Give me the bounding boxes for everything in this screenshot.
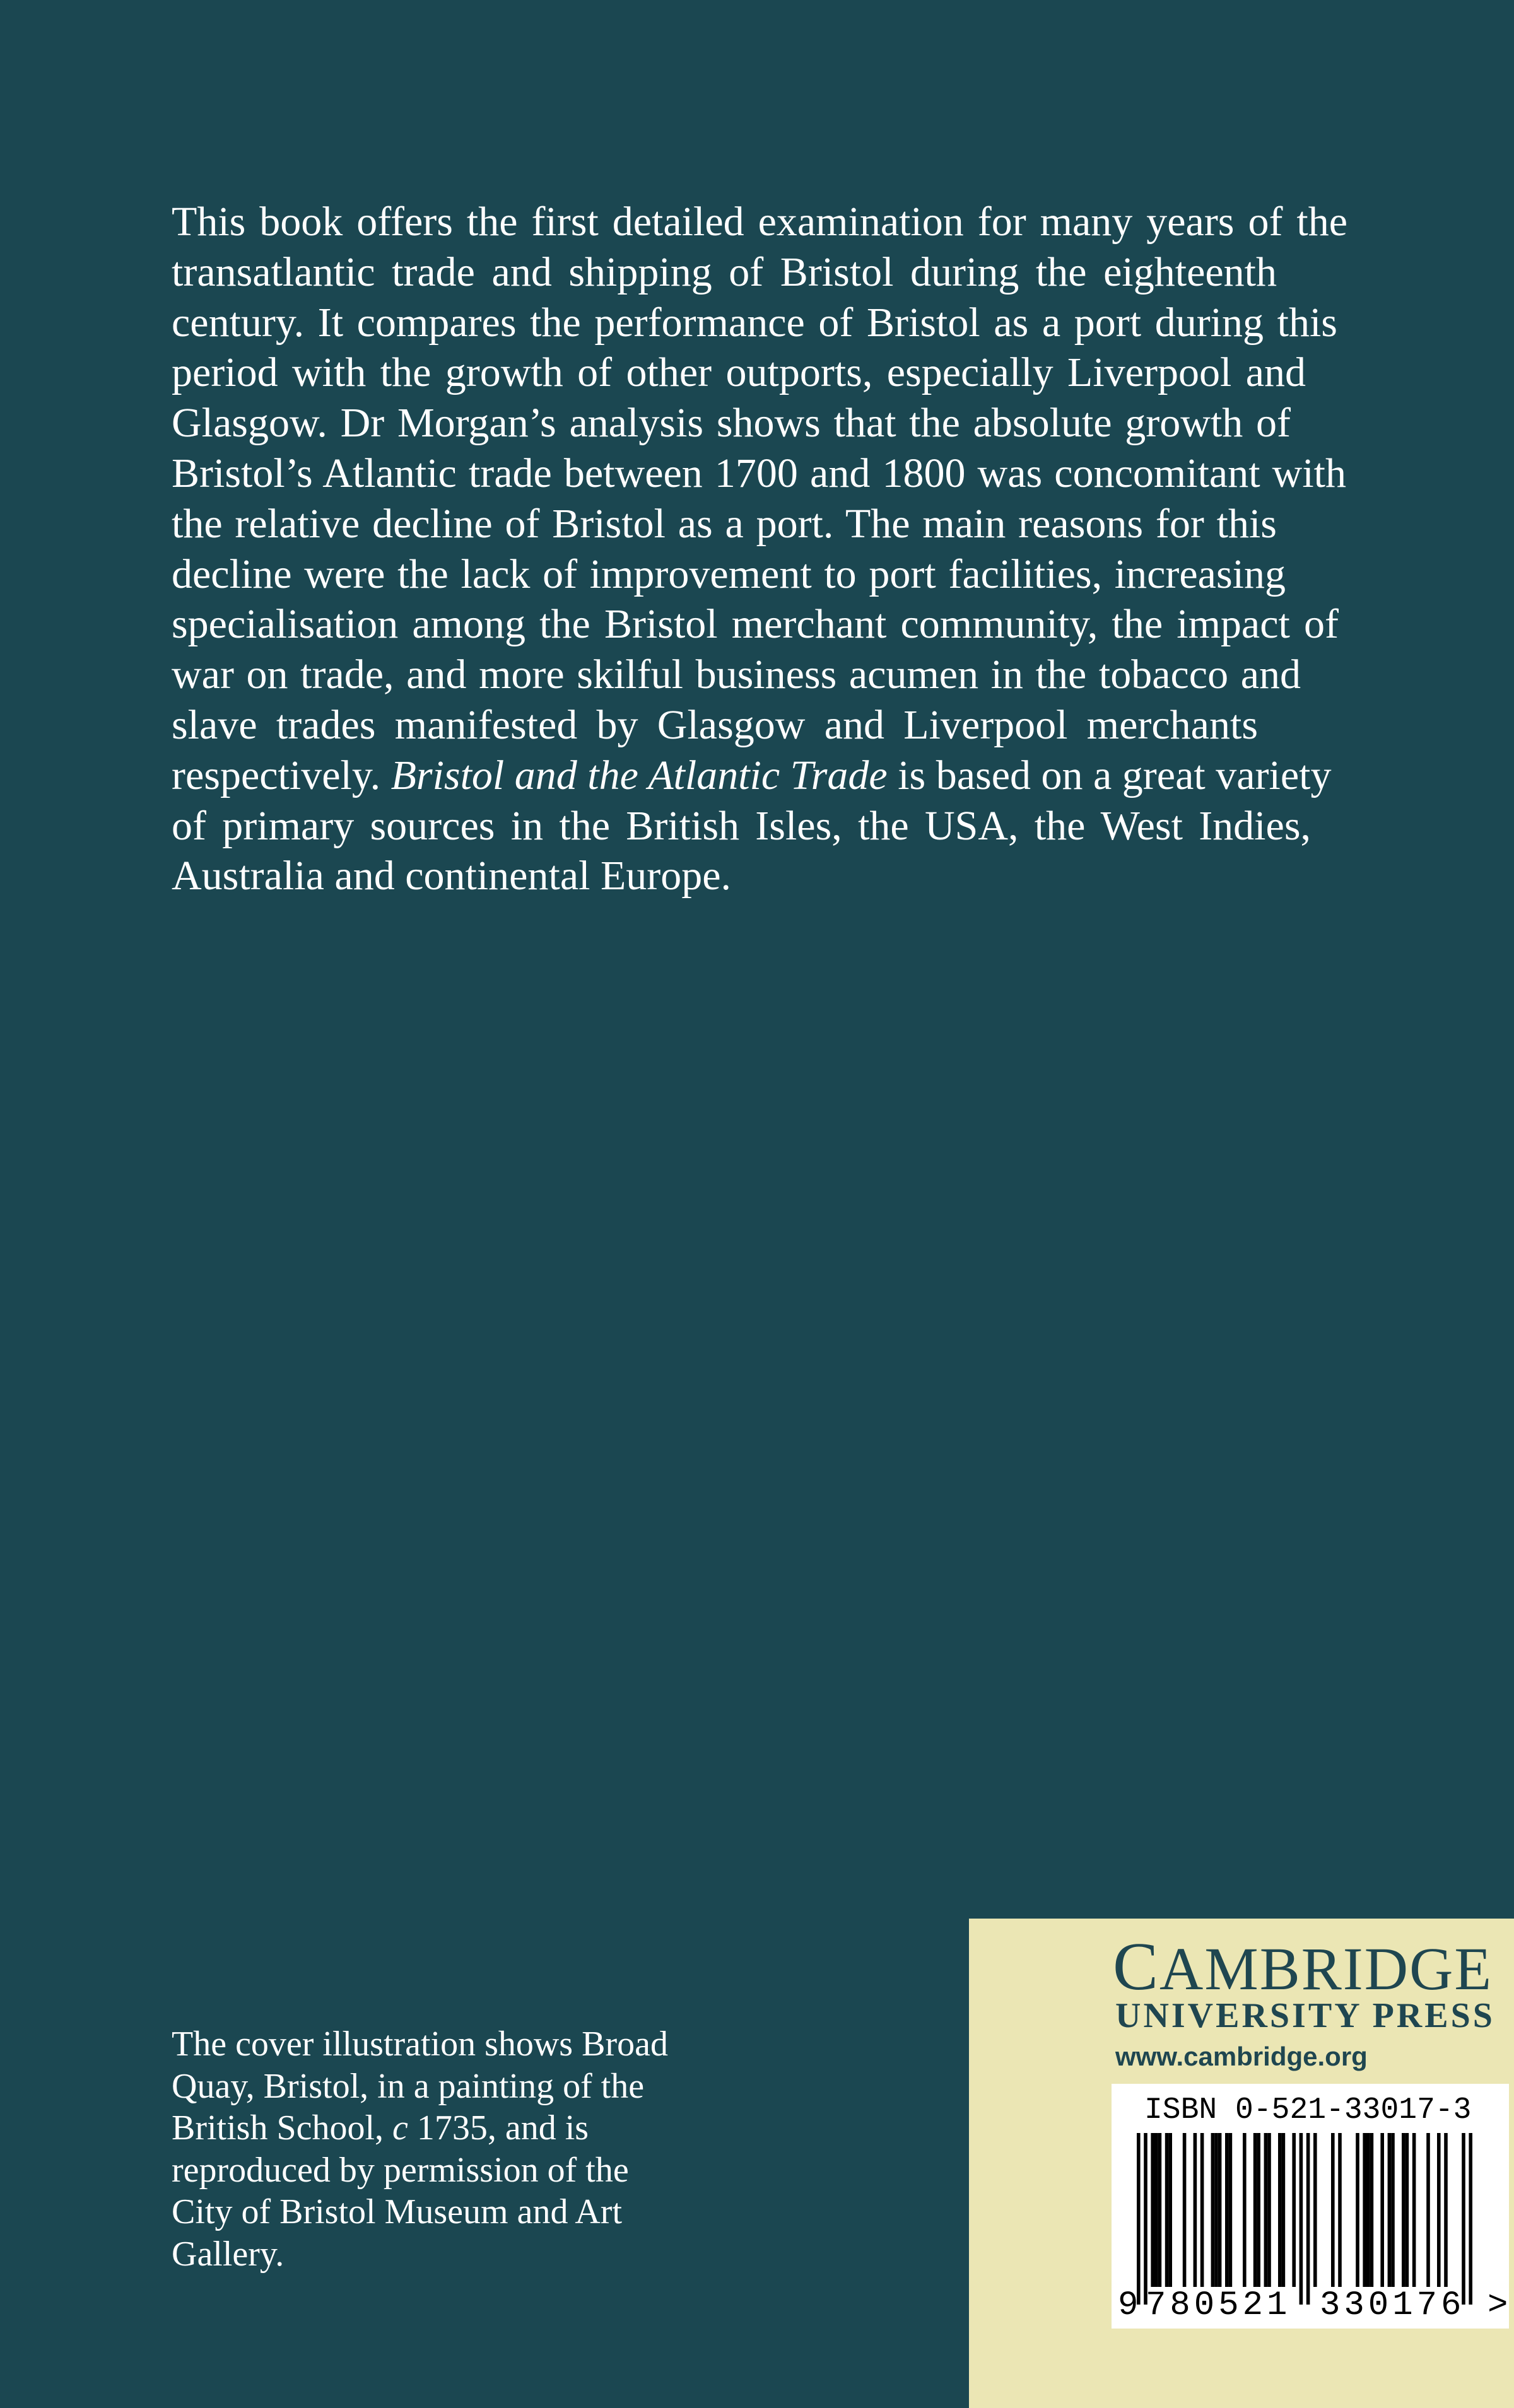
- barcode-bar: [1165, 2133, 1169, 2287]
- barcode-bar: [1300, 2133, 1303, 2305]
- barcode-bar: [1402, 2133, 1405, 2287]
- publisher-name-rest: AMBRIDGE: [1159, 1935, 1493, 2002]
- barcode-bar: [1356, 2133, 1359, 2287]
- barcode-bar: [1168, 2133, 1172, 2287]
- barcode-bar: [1292, 2133, 1296, 2287]
- blurb-text-fragment: respectively.: [172, 752, 381, 798]
- barcode-bar: [1306, 2133, 1310, 2305]
- blurb-line: period with the growth of other outports, especially Liverpool and: [172, 349, 1306, 396]
- credit-text-fragment: British School,: [172, 2108, 384, 2148]
- barcode-bar: [1437, 2133, 1441, 2287]
- barcode-bar: [1151, 2133, 1154, 2287]
- barcode-bar: [1243, 2133, 1247, 2287]
- barcode-bar: [1391, 2133, 1395, 2287]
- barcode-bar: [1331, 2133, 1335, 2287]
- cover-illustration-credit: [172, 2023, 802, 2275]
- barcode-bar: [1338, 2133, 1342, 2287]
- barcode-bar: [1313, 2133, 1317, 2287]
- credit-line: reproduced by permission of the: [172, 2150, 629, 2190]
- barcode-bar: [1137, 2133, 1141, 2305]
- publisher-url: www.cambridge.org: [1115, 2042, 1368, 2071]
- publisher-panel: [969, 1919, 1514, 2408]
- blurb-line: Australia and continental Europe.: [172, 853, 732, 899]
- ean-end-marker: >: [1488, 2286, 1508, 2325]
- blurb-line: transatlantic trade and shipping of Bristol during the eighteenth: [172, 248, 1277, 295]
- barcode-bar: [1194, 2133, 1197, 2287]
- barcode-bar: [1363, 2133, 1366, 2287]
- credit-line: City of Bristol Museum and Art: [172, 2192, 622, 2231]
- barcode-bar: [1257, 2133, 1260, 2287]
- blurb-text-fragment: is based on a great variety: [898, 752, 1332, 798]
- blurb-line: [172, 751, 1370, 801]
- blurb-text: [172, 197, 1370, 901]
- barcode-bar: [1144, 2133, 1147, 2305]
- barcode-bar: [1366, 2133, 1370, 2287]
- blurb-line: decline were the lack of improvement to port facilities, increasing: [172, 551, 1286, 597]
- barcode-bar: [1469, 2133, 1472, 2305]
- barcode-bar: [1229, 2133, 1233, 2287]
- barcode-bar: [1211, 2133, 1215, 2287]
- barcode-bar: [1158, 2133, 1162, 2287]
- barcode-bar: [1214, 2133, 1218, 2287]
- barcode-bar: [1426, 2133, 1430, 2287]
- ean-first-digit: 9: [1118, 2286, 1139, 2325]
- publisher-name-initial: C: [1113, 1929, 1160, 2004]
- blurb-line: This book offers the first detailed examination for many years of the: [172, 199, 1347, 245]
- barcode-bar: [1444, 2133, 1448, 2287]
- barcode-bar: [1282, 2133, 1286, 2287]
- credit-line: [172, 2107, 802, 2149]
- barcode-bar: [1264, 2133, 1268, 2287]
- blurb-line: slave trades manifested by Glasgow and Liverpool merchants: [172, 701, 1258, 748]
- credit-line: Gallery.: [172, 2234, 285, 2274]
- barcode-bar: [1405, 2133, 1409, 2287]
- book-title-italic: Bristol and the Atlantic Trade: [390, 752, 888, 798]
- barcode-bar: [1462, 2133, 1465, 2305]
- blurb-line: Bristol’s Atlantic trade between 1700 and 1800 was concomitant with: [172, 450, 1346, 496]
- publisher-logo-name: [1113, 1929, 1493, 2004]
- barcode-bar: [1183, 2133, 1187, 2287]
- barcode-bar: [1225, 2133, 1229, 2287]
- blurb-line: of primary sources in the British Isles, the USA, the West Indies,: [172, 802, 1311, 849]
- barcode-bar: [1200, 2133, 1204, 2287]
- barcode-bar: [1253, 2133, 1257, 2287]
- blurb-line: specialisation among the Bristol merchant community, the impact of: [172, 601, 1339, 648]
- barcode-bar: [1380, 2133, 1384, 2287]
- credit-line: Quay, Bristol, in a painting of the: [172, 2066, 645, 2106]
- barcode-bar: [1412, 2133, 1416, 2287]
- credit-text-fragment: 1735, and is: [416, 2108, 589, 2148]
- credit-line: The cover illustration shows Broad: [172, 2025, 668, 2064]
- ean-right-group: 330176: [1320, 2286, 1465, 2325]
- circa-italic: c: [392, 2108, 408, 2148]
- barcode-bar: [1370, 2133, 1374, 2287]
- barcode-bar: [1267, 2133, 1271, 2287]
- isbn-barcode: [1112, 2084, 1509, 2329]
- blurb-line: century. It compares the performance of Bristol as a port during this: [172, 299, 1337, 346]
- barcode-bar: [1388, 2133, 1392, 2287]
- blurb-line: war on trade, and more skilful business acumen in the tobacco and: [172, 652, 1301, 698]
- ean-left-group: 780521: [1146, 2286, 1291, 2325]
- barcode-bar: [1218, 2133, 1222, 2287]
- blurb-line: the relative decline of Bristol as a port. The main reasons for this: [172, 500, 1277, 547]
- barcode-bar: [1278, 2133, 1282, 2287]
- barcode-bar: [1154, 2133, 1158, 2287]
- publisher-subtitle: UNIVERSITY PRESS: [1115, 1996, 1495, 2035]
- blurb-line: Glasgow. Dr Morgan’s analysis shows that the absolute growth of: [172, 400, 1291, 447]
- isbn-label: ISBN 0-521-33017-3: [1144, 2093, 1472, 2127]
